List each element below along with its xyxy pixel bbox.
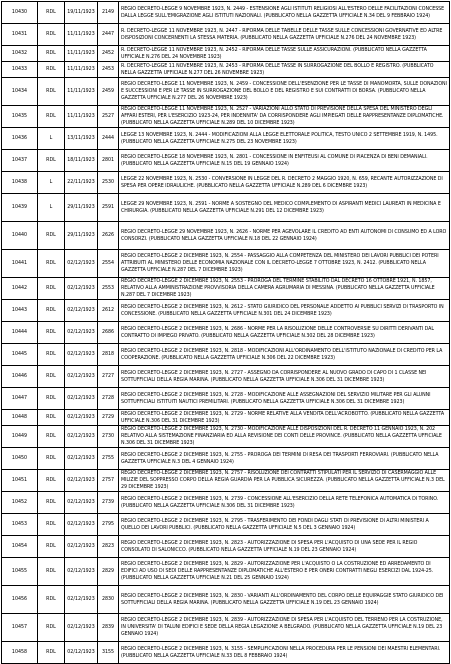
act-number-cell: 2530	[98, 172, 119, 194]
act-number-cell: 2727	[98, 366, 119, 388]
decree-register-table	[1, 1, 450, 664]
act-type-cell: L	[38, 172, 65, 194]
act-type-cell: RDL	[38, 558, 65, 586]
act-date-cell: 02/12/1923	[65, 492, 98, 514]
record-number-cell: 10430	[2, 2, 38, 24]
act-date-cell: 13/11/1923	[65, 128, 98, 150]
act-number-cell: 2839	[98, 614, 119, 642]
act-date-cell: 29/11/1923	[65, 194, 98, 222]
act-number-cell: 2591	[98, 194, 119, 222]
act-number-cell: 2829	[98, 558, 119, 586]
record-number-cell: 10451	[2, 470, 38, 492]
record-number-cell: 10432	[2, 46, 38, 62]
act-description-cell: REGIO DECRETO-LEGGE 2 DICEMBRE 1923, N. 2730 - MODIFICAZIONE ALLE DISPOSIZIONI DEL R. DECRETO 11 GENNAIO 1923, N. 202 RELATIVO ALLA SISTEMAZIONE FINANZIARIA ED ALLA REVISIONE DEI CONTI DELLE PROVINCE. (PUBBLICATO NELLA GAZZETTA UFFICIALE N.306 DEL 31 DICEMBRE 1923)	[119, 426, 450, 448]
table-row	[2, 614, 450, 642]
act-description-cell: LEGGE 29 NOVEMBRE 1923, N. 2591 - NORME A SOSTEGNO DEL MEDICO COMPLEMENTO DI ASPIRANTI MEDICI LAUREATI IN MEDICINA E CHIRURGIA. (PUBBLICATO NELLA GAZZETTA UFFICIALE N.291 DEL 12 DICEMBRE 1923)	[119, 194, 450, 222]
act-date-cell: 02/12/1923	[65, 536, 98, 558]
act-number-cell: 2818	[98, 344, 119, 366]
table-row	[2, 492, 450, 514]
act-description-cell: REGIO DECRETO-LEGGE 2 DICEMBRE 1923, N. 2755 - PROROGA DEI TERMINI DI RESA DEI TRASPORTI FERROVIARI. (PUBBLICATO NELLA GAZZETTA UFFICIALE N.3 DEL 4 GENNAIO 1924)	[119, 448, 450, 470]
act-description-cell: R. DECRETO-LEGGE 11 NOVEMBRE 1923, N. 2452 - RIFORMA DELLE TASSE SULLE ASSICURAZIONI. (PUBBLICATO NELLA GAZZETTA UFFICIALE N.276 DEL 24 NOVEMBRE 1923)	[119, 46, 450, 62]
table-row	[2, 514, 450, 536]
table-row	[2, 2, 450, 24]
act-type-cell: L	[38, 194, 65, 222]
table-row	[2, 448, 450, 470]
act-number-cell: 2626	[98, 222, 119, 250]
record-number-cell: 10434	[2, 78, 38, 106]
record-number-cell: 10444	[2, 322, 38, 344]
act-description-cell: REGIO DECRETO-LEGGE 2 DICEMBRE 1923, N. 2554 - PASSAGGIO ALLA COMPETENZA DEL MINISTERO DEI LAVORI PUBBLICI DEI POTERI ATTRIBUITI AL MINISTERO DELLE ECONOMIA NAZIONALE CON IL DECRETO-LEGGE 7 OTTOBRE 1923, N. 2412. (PUBBLICATO NELLA GAZZETTA UFFICIALE N.287 DEL 7 DICEMBRE 1923)	[119, 250, 450, 278]
table-row	[2, 46, 450, 62]
act-description-cell: REGIO DECRETO-LEGGE 2 DICEMBRE 1923, N. 2829 - AUTORIZZAZIONE PER L'ACQUISTO O LA COSTRUZIONE ED ARREDAMENTO DI EDIFICI AD USO DI SEDI DELLE RAPPRESENTANZE DIPLOMATICHE ALL'ESTERO E PER ONERI CONTRATTI NEGLI ESERCIZI DAL 1924-25. (PUBBLICATO NELLA GAZZETTA UFFICIALE N.21 DEL 25 GENNAIO 1924)	[119, 558, 450, 586]
table-row	[2, 410, 450, 426]
act-number-cell: 2444	[98, 128, 119, 150]
act-description-cell: LEGGE 22 NOVEMBRE 1923, N. 2530 - CONVERSIONE IN LEGGE DEL R. DECRETO 2 MAGGIO 1920, N. 659, RECANTE AUTORIZZAZIONE DI SPESA PER OPERE IDRAULICHE. (PUBBLICATO NELLA GAZZETTA UFFICIALE N.289 DEL 6 DICEMBRE 1923)	[119, 172, 450, 194]
act-type-cell: RDL	[38, 448, 65, 470]
act-type-cell: RDL	[38, 586, 65, 614]
table-row	[2, 642, 450, 664]
act-number-cell: 2739	[98, 492, 119, 514]
act-date-cell: 02/12/1923	[65, 344, 98, 366]
act-number-cell: 2459	[98, 78, 119, 106]
act-number-cell: 2149	[98, 2, 119, 24]
act-number-cell: 2801	[98, 150, 119, 172]
table-row	[2, 322, 450, 344]
act-type-cell: RDL	[38, 250, 65, 278]
act-number-cell: 2823	[98, 536, 119, 558]
act-type-cell: RDL	[38, 106, 65, 128]
act-type-cell: RDL	[38, 2, 65, 24]
record-number-cell: 10455	[2, 558, 38, 586]
act-date-cell: 11/11/1923	[65, 24, 98, 46]
record-number-cell: 10447	[2, 388, 38, 410]
table-row	[2, 62, 450, 78]
act-date-cell: 02/12/1923	[65, 586, 98, 614]
act-description-cell: REGIO DECRETO-LEGGE 2 DICEMBRE 1923, N. 2728 - MODIFICAZIONE ALLE ASSEGNAZIONI DEL SERVIZIO MILITARE PER GLI ALUNNI SOTTUFFICIALI ISTITUITI NAUTICI PREMILITARI. (PUBBLICATO NELLA GAZZETTA UFFICIALE N.306 DEL 31 DICEMBRE 1923)	[119, 388, 450, 410]
record-number-cell: 10437	[2, 150, 38, 172]
act-description-cell: REGIO DECRETO-LEGGE 29 NOVEMBRE 1923, N. 2626 - NORME PER AGEVOLARE IL CREDITO AD ENTI AUTONOMI DI CONSUMO ED A LORO CONSORZI. (PUBBLICATO NELLA GAZZETTA UFFICIALE N.18 DEL 22 GENNAIO 1924)	[119, 222, 450, 250]
record-number-cell: 10457	[2, 614, 38, 642]
act-type-cell: RDL	[38, 78, 65, 106]
act-description-cell: REGIO DECRETO-LEGGE 18 NOVEMBRE 1923, N. 2801 - CONCESSIONE IN ENFITEUSI AL COMUNE DI PIACENZA DI BENI DEMANIALI. (PUBBLICATO NELLA GAZZETTA UFFICIALE N.15 DEL 19 GENNAIO 1924)	[119, 150, 450, 172]
record-number-cell: 10456	[2, 586, 38, 614]
record-number-cell: 10449	[2, 426, 38, 448]
act-date-cell: 02/12/1923	[65, 470, 98, 492]
act-number-cell: 2830	[98, 586, 119, 614]
act-description-cell: REGIO DECRETO-LEGGE 2 DICEMBRE 1923, N. 3155 - SEMPLIFICAZIONI NELLA PROCEDURA PER LE PENSIONI DEI MAESTRI ELEMENTARI. (PUBBLICATO NELLA GAZZETTA UFFICIALE N.33 DEL 8 FEBBRAIO 1924)	[119, 642, 450, 664]
table-row	[2, 24, 450, 46]
act-description-cell: R. DECRETO-LEGGE 11 NOVEMBRE 1923, N. 2447 - RIFORMA DELLE TABELLE DELLE TASSE SULLE CONCESSIONI GOVERNATIVE ED ALTRE DISPOSIZIONI CONCERNENTI LA STESSA MATERIA. (PUBBLICATO NELLA GAZZETTA UFFICIALE N.276 DEL 24 NOVEMBRE 1923)	[119, 24, 450, 46]
act-description-cell: REGIO DECRETO-LEGGE 2 DICEMBRE 1923, N. 2818 - MODIFICAZIONI ALL'ORDINAMENTO DELL'ISTITUTO NAZIONALE DI CREDITO PER LA COOPERAZIONE. (PUBBLICATO NELLA GAZZETTA UFFICIALE N.306 DEL 22 DICEMBRE 1923)	[119, 344, 450, 366]
act-type-cell: RDL	[38, 642, 65, 664]
act-description-cell: REGIO DECRETO-LEGGE 11 NOVEMBRE 1923, N. 2527 - VARIAZIONI ALLO STATO DI PREVISIONE DELLA SPESA DEL MINISTERO DEGLI AFFARI ESTERI, PER L'ESERCIZIO 1923-24, PER INDENNITA' DA CORRISPONDERE AGLI IMPIEGATI DELLE RAPPRESENTANZE DIPLOMATICHE. (PUBBLICATO NELLA GAZZETTA UFFICIALE N.289 DEL 10 DICEMBRE 1923)	[119, 106, 450, 128]
table-row	[2, 586, 450, 614]
act-date-cell: 19/11/1923	[65, 2, 98, 24]
act-number-cell: 2729	[98, 410, 119, 426]
act-number-cell: 2757	[98, 470, 119, 492]
act-number-cell: 3155	[98, 642, 119, 664]
act-type-cell: RDL	[38, 344, 65, 366]
act-type-cell: RDL	[38, 278, 65, 300]
act-date-cell: 02/12/1923	[65, 410, 98, 426]
act-date-cell: 22/11/1923	[65, 172, 98, 194]
act-description-cell: REGIO DECRETO-LEGGE 2 DICEMBRE 1923, N. 2739 - CONCESSIONE ALL'ESERCIZIO DELLA RETE TELEFONICA AUTOMATICA DI TORINO. (PUBBLICATO NELLA GAZZETTA UFFICIALE N.306 DEL 31 DICEMBRE 1923)	[119, 492, 450, 514]
table-row	[2, 278, 450, 300]
act-description-cell: R. DECRETO-LEGGE 11 NOVEMBRE 1923, N. 2453 - RIFORMA DELLE TASSE IN SURROGAZIONE DEL BOLLO E REGISTRO. (PUBBLICATO NELLA GAZZETTA UFFICIALE N.277 DEL 26 NOVEMBRE 1923)	[119, 62, 450, 78]
table-row	[2, 222, 450, 250]
act-number-cell: 2452	[98, 46, 119, 62]
table-row	[2, 536, 450, 558]
act-number-cell: 2686	[98, 322, 119, 344]
act-date-cell: 11/11/1923	[65, 62, 98, 78]
act-date-cell: 02/12/1923	[65, 426, 98, 448]
act-type-cell: RDL	[38, 222, 65, 250]
act-type-cell: RDL	[38, 492, 65, 514]
act-description-cell: REGIO DECRETO-LEGGE 2 DICEMBRE 1923, N. 2612 - STATO GIURIDICO DEL PERSONALE ADDETTO AI PUBBLICI SERVIZI DI TRASPORTO IN CONCESSIONE. (PUBBLICATO NELLA GAZZETTA UFFICIALE N.301 DEL 24 DICEMBRE 1923)	[119, 300, 450, 322]
act-type-cell: RDL	[38, 470, 65, 492]
act-date-cell: 02/12/1923	[65, 278, 98, 300]
record-number-cell: 10433	[2, 62, 38, 78]
act-date-cell: 02/12/1923	[65, 642, 98, 664]
act-date-cell: 11/11/1923	[65, 46, 98, 62]
record-number-cell: 10450	[2, 448, 38, 470]
act-type-cell: RDL	[38, 388, 65, 410]
record-number-cell: 10441	[2, 250, 38, 278]
table-row	[2, 344, 450, 366]
act-date-cell: 02/12/1923	[65, 448, 98, 470]
table-row	[2, 366, 450, 388]
act-description-cell: REGIO DECRETO-LEGGE 2 DICEMBRE 1923, N. 2839 - AUTORIZZAZIONE DI SPESA PER L'ACQUISTO DEL TERRENO PER LA COSTRUZIONE, IN UNIVERSITA' DI TALUNI EDIFICI E SEDE DELLA REGIA LEGAZIONE A BELGRADO. (PUBBLICATO NELLA GAZZETTA UFFICIALE N.19 DEL 23 GENNAIO 1924)	[119, 614, 450, 642]
act-description-cell: REGIO DECRETO-LEGGE 11 NOVEMBRE 1923, N. 2459 - CONCESSIONE DELL'ESENZIONE PER LE TASSE DI MANOMORTA, SULLE DONAZIONI E SUCCESSIONI E PER LE TASSE IN SURROGAZIONE DEL BOLLO E DEL REGISTRO E SUI CONTRATTI DI BORSA. (PUBBLICATO NELLA GAZZETTA UFFICIALE N.277 DEL 26 NOVEMBRE 1923)	[119, 78, 450, 106]
table-row	[2, 194, 450, 222]
table-row	[2, 78, 450, 106]
act-date-cell: 02/12/1923	[65, 558, 98, 586]
act-type-cell: RDL	[38, 322, 65, 344]
act-number-cell: 2447	[98, 24, 119, 46]
record-number-cell: 10448	[2, 410, 38, 426]
act-date-cell: 02/12/1923	[65, 614, 98, 642]
act-date-cell: 11/11/1923	[65, 106, 98, 128]
act-type-cell: RDL	[38, 536, 65, 558]
act-type-cell: RDL	[38, 410, 65, 426]
act-description-cell: REGIO DECRETO-LEGGE 2 DICEMBRE 1923, N. 2727 - ASSEGNO DA CORRISPONDERE AL NUOVO GRADO DI CAPO DI 1 CLASSE NEI SOTTUFFICIALI DELLA REGIA MARINA. (PUBBLICATO NELLA GAZZETTA UFFICIALE N.306 DEL 31 DICEMBRE 1923)	[119, 366, 450, 388]
record-number-cell: 10454	[2, 536, 38, 558]
act-number-cell: 2755	[98, 448, 119, 470]
record-number-cell: 10440	[2, 222, 38, 250]
act-number-cell: 2554	[98, 250, 119, 278]
act-description-cell: REGIO DECRETO-LEGGE 2 DICEMBRE 1923, N. 2686 - NORME PER LA RISOLUZIONE DELLE CONTROVERSIE SU DIRITTI DERIVANTI DAL CONTRATTO DI IMPIEGO PRIVATO. (PUBBLICATO NELLA GAZZETTA UFFICIALE N.302 DEL 28 DICEMBRE 1923)	[119, 322, 450, 344]
act-number-cell: 2795	[98, 514, 119, 536]
act-number-cell: 2612	[98, 300, 119, 322]
act-date-cell: 29/11/1923	[65, 222, 98, 250]
table-row	[2, 470, 450, 492]
act-type-cell: RDL	[38, 62, 65, 78]
act-type-cell: RDL	[38, 426, 65, 448]
table-row	[2, 388, 450, 410]
table-row	[2, 150, 450, 172]
table-row	[2, 426, 450, 448]
act-type-cell: RDL	[38, 24, 65, 46]
act-description-cell: REGIO DECRETO-LEGGE 2 DICEMBRE 1923, N. 2757 - RISOLUZIONE DEI CONTRATTI STIPULATI PER IL SERVIZIO DI CASERMAGGIO ALLE MILIZIE DEL SOPPRESSO CORPO DELLA REGIA GUARDIA PER LA PUBBLICA SICUREZZA. (PUBBLICATO NELLA GAZZETTA UFFICIALE N.3 DEL 29 DICEMBRE 1923)	[119, 470, 450, 492]
act-number-cell: 2730	[98, 426, 119, 448]
act-description-cell: REGIO DECRETO-LEGGE 2 DICEMBRE 1923, N. 2553 - PROROGA DEL TERMINE STABILITO DAL DECRETO 16 OTTOBRE 1921, N. 1857, RELATIVO ALLA AMMINISTRAZIONE PROVVISORIA DELLA CAMERA AGRUMARIA DI MESSINA. (PUBBLICATO NELLA GAZZETTA UFFICIALE N.287 DEL 7 DICEMBRE 1923)	[119, 278, 450, 300]
table-row	[2, 300, 450, 322]
act-type-cell: L	[38, 128, 65, 150]
act-type-cell: RDL	[38, 366, 65, 388]
act-description-cell: REGIO DECRETO-LEGGE 9 NOVEMBRE 1923, N. 2449 - ESTENSIONE AGLI ISTITUTI RELIGIOSI ALL'ESTERO DELLE FACILITAZIONI CONCESSE DALLA LEGGE SULL'EMIGRAZIONE AGLI ISTITUTI NAZIONALI. (PUBBLICATO NELLA GAZZETTA UFFICIALE N.34 DEL 9 FEBBRAIO 1924)	[119, 2, 450, 24]
act-date-cell: 02/12/1923	[65, 322, 98, 344]
table-row	[2, 106, 450, 128]
table-row	[2, 558, 450, 586]
table-row	[2, 128, 450, 150]
act-date-cell: 02/12/1923	[65, 514, 98, 536]
record-number-cell: 10435	[2, 106, 38, 128]
record-number-cell: 10442	[2, 278, 38, 300]
act-number-cell: 2553	[98, 278, 119, 300]
record-number-cell: 10458	[2, 642, 38, 664]
act-type-cell: RDL	[38, 514, 65, 536]
table-row	[2, 172, 450, 194]
act-date-cell: 02/12/1923	[65, 366, 98, 388]
act-number-cell: 2728	[98, 388, 119, 410]
record-number-cell: 10443	[2, 300, 38, 322]
table-row	[2, 250, 450, 278]
act-description-cell: REGIO DECRETO-LEGGE 2 DICEMBRE 1923, N. 2729 - NORME RELATIVE ALLA VENDITA DELL'ACROBOTTO. (PUBBLICATO NELLA GAZZETTA UFFICIALE N.306 DEL 31 DICEMBRE 1923)	[119, 410, 450, 426]
act-type-cell: RDL	[38, 46, 65, 62]
record-number-cell: 10452	[2, 492, 38, 514]
act-date-cell: 02/12/1923	[65, 388, 98, 410]
decree-register-body	[2, 2, 450, 664]
act-description-cell: REGIO DECRETO-LEGGE 2 DICEMBRE 1923, N. 2830 - VARIANTI ALL'ORDINAMENTO DEL CORPO DELLE EQUIPAGGIE STATO GIURIDICO DEI SOTTUFFICIALI DELLA REGIA MARINA. (PUBBLICATO NELLA GAZZETTA UFFICIALE N.19 DEL 23 GENNAIO 1924)	[119, 586, 450, 614]
act-date-cell: 18/11/1923	[65, 150, 98, 172]
act-type-cell: RDL	[38, 614, 65, 642]
act-description-cell: REGIO DECRETO-LEGGE 2 DICEMBRE 1923, N. 2823 - AUTORIZZAZIONE DI SPESA PER L'ACQUISTO DI UNA SEDE PER IL REGIO CONSOLATO DI SALONICCO. (PUBBLICATO NELLA GAZZETTA UFFICIALE N.19 DEL 23 GENNAIO 1924)	[119, 536, 450, 558]
record-number-cell: 10453	[2, 514, 38, 536]
act-number-cell: 2453	[98, 62, 119, 78]
record-number-cell: 10431	[2, 24, 38, 46]
act-date-cell: 02/12/1923	[65, 250, 98, 278]
act-date-cell: 02/12/1923	[65, 300, 98, 322]
record-number-cell: 10438	[2, 172, 38, 194]
record-number-cell: 10436	[2, 128, 38, 150]
record-number-cell: 10439	[2, 194, 38, 222]
act-number-cell: 2527	[98, 106, 119, 128]
record-number-cell: 10446	[2, 366, 38, 388]
act-description-cell: REGIO DECRETO-LEGGE 2 DICEMBRE 1923, N. 2795 - TRASFERIMENTO DEI FONDI DAGLI STATI DI PREVISIONE DI ALTRI MINISTERI A QUELLO DEI LAVORI PUBBLICI. (PUBBLICATO NELLA GAZZETTA UFFICIALE N.5 DEL 3 GENNAIO 1924)	[119, 514, 450, 536]
act-type-cell: RDL	[38, 150, 65, 172]
act-description-cell: LEGGE 13 NOVEMBRE 1923, N. 2444 - MODIFICAZIONI ALLA LEGGE ELETTORALE POLITICA, TESTO UNICO 2 SETTEMBRE 1919, N. 1495. (PUBBLICATO NELLA GAZZETTA UFFICIALE N.275 DEL 23 NOVEMBRE 1923)	[119, 128, 450, 150]
act-date-cell: 11/11/1923	[65, 78, 98, 106]
record-number-cell: 10445	[2, 344, 38, 366]
act-type-cell: RDL	[38, 300, 65, 322]
